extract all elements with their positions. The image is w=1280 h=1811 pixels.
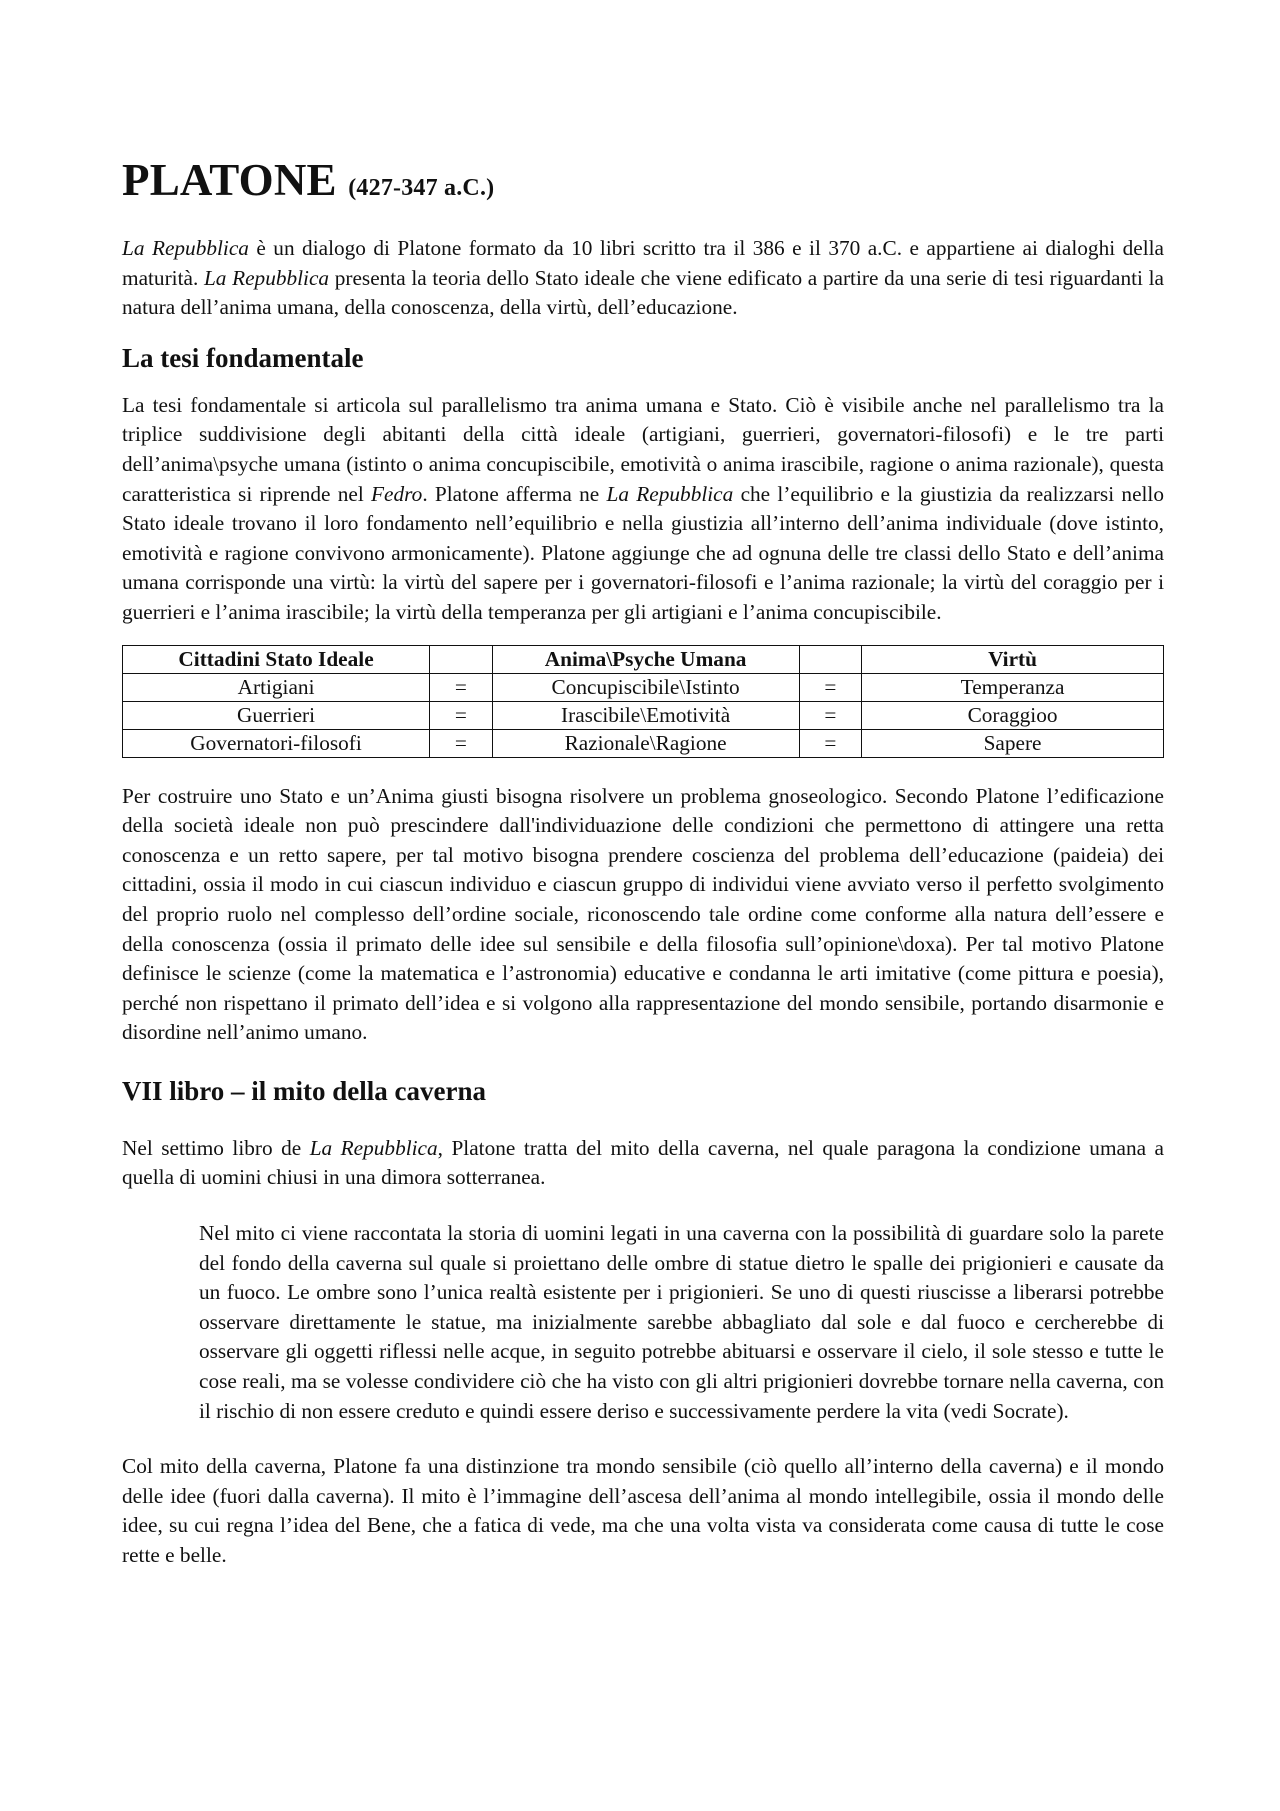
table-cell: = xyxy=(430,673,492,701)
title-main: PLATONE xyxy=(122,155,337,205)
tesi-paragraph xyxy=(122,391,1164,628)
table-cell: Concupiscibile\Istinto xyxy=(492,673,799,701)
intro-text-1: è un dialogo di Platone formato da 10 libri scritto tra il 386 e il 370 a.C. e appartiene ai dialoghi della maturità. xyxy=(122,236,1164,290)
table-cell: Temperanza xyxy=(862,673,1164,701)
table-cell: Razionale\Ragione xyxy=(492,729,799,757)
intro-paragraph xyxy=(122,234,1164,323)
table-header-cell: Anima\Psyche Umana xyxy=(492,645,799,673)
section-heading-caverna: VII libro – il mito della caverna xyxy=(122,1075,486,1106)
table-row xyxy=(123,673,1164,701)
table-cell: = xyxy=(799,729,861,757)
table-cell: Guerrieri xyxy=(123,701,430,729)
page-title xyxy=(122,152,1164,216)
gnoseology-paragraph: Per costruire uno Stato e un’Anima giusti bisogna risolvere un problema gnoseologico. Secondo Platone l’edificazione della società ideale non può prescindere dall'individuazione delle condizioni che permettono di attingere una retta conoscenza e un retto sapere, per tal motivo bisogna prendere coscienza del problema dell’educazione (paideia) dei cittadini, ossia il modo in cui ciascun individuo e ciascun gruppo di individui viene avviato verso il perfetto svolgimento del proprio ruolo nel complesso dell’ordine sociale, riconoscendo tale ordine come conforme alla natura dell’essere e della conoscenza (ossia il primato delle idee sul sensibile e della filosofia sull’opinione\doxa). Per tal motivo Platone definisce le scienze (come la matematica e l’astronomia) educative e condanna le arti imitative (come pittura e poesia), perché non rispettano il primato dell’idea e si volgono alla rappresentazione del mondo sensibile, portando disarmonie e disordine nell’animo umano. xyxy=(122,783,1164,1045)
closing-paragraph: Col mito della caverna, Platone fa una distinzione tra mondo sensibile (ciò quello all’interno della caverna) e il mondo delle idee (fuori dalla caverna). Il mito è l’immagine dell’ascesa dell’anima al mondo intellegibile, ossia il mondo delle idee, su cui regna l’idea del Bene, che a fatica di vede, ma che una volta vista va considerata come causa di tutte le cose rette e belle. xyxy=(122,1454,1164,1567)
intro-em-1: La Repubblica xyxy=(122,236,249,260)
table-cell: = xyxy=(799,673,861,701)
table-header-cell xyxy=(430,645,492,673)
tesi-em-fedro: Fedro xyxy=(371,481,423,506)
table-header-cell: Virtù xyxy=(862,645,1164,673)
table-row xyxy=(123,729,1164,757)
myth-blockquote: Nel mito ci viene raccontata la storia di uomini legati in una caverna con la possibilità di guardare solo la parete del fondo della caverna sul quale si proiettano delle ombre di statue dietro le spalle dei prigionieri e causate da un fuoco. Le ombre sono l’unica realtà esistente per i prigionieri. Se uno di questi riuscisse a liberarsi potrebbe osservare direttamente le statue, ma inizialmente sarebbe abbagliato dal sole e dal fuoco e cercherebbe di osservare gli oggetti riflessi nelle acque, in seguito potrebbe abituarsi e osservare il cielo, il sole stesso e tutte le cose reali, ma se volesse condividere ciò che ha visto con gli altri prigionieri dovrebbe tornare nella caverna, con il rischio di non essere creduto e quindi essere deriso e successivamente perdere la vita (vedi Socrate). xyxy=(199,1221,1164,1423)
table-cell: = xyxy=(430,729,492,757)
title-dates: (427-347 a.C.) xyxy=(348,175,495,201)
section-heading-tesi: La tesi fondamentale xyxy=(122,342,364,373)
table-header-cell: Cittadini Stato Ideale xyxy=(123,645,430,673)
correspondence-table xyxy=(122,645,1164,758)
table-cell: Irascibile\Emotività xyxy=(492,701,799,729)
table-header-cell xyxy=(799,645,861,673)
tesi-text-1: La tesi fondamentale si articola sul parallelismo tra anima umana e Stato. Ciò è visibile anche nel parallelismo tra la triplice suddivisione degli abitanti della città ideale (artigiani, guerrieri, governatori-filosofi) e le tre parti dell’anima\psyche umana (istinto o anima concupiscibile, emotività o anima irascibile, ragione o anima razionale), questa caratteristica si riprende nel xyxy=(122,392,1164,506)
table-cell: Coraggioo xyxy=(862,701,1164,729)
table-header-row xyxy=(123,645,1164,673)
tesi-text-3: che l’equilibrio e la giustizia da realizzarsi nello Stato ideale trovano il loro fondamento nell’equilibrio e nella giustizia all’interno dell’anima individuale (dove istinto, emotività e ragione convivono armonicamente). Platone aggiunge che ad ognuna delle tre classi dello Stato e dell’anima umana corrisponde una virtù: la virtù del sapere per i governatori-filosofi e l’anima razionale; la virtù del coraggio per i guerrieri e l’anima irascibile; la virtù della temperanza per gli artigiani e l’anima concupiscibile. xyxy=(122,481,1164,624)
tesi-text-2: . Platone afferma ne xyxy=(422,481,607,506)
table-cell: Artigiani xyxy=(123,673,430,701)
table-row xyxy=(123,701,1164,729)
caverna-intro-text-1: Nel settimo libro de xyxy=(122,1135,310,1160)
intro-text-2: presenta la teoria dello Stato ideale che viene edificato a partire da una serie di tesi riguardanti la natura dell’anima umana, della conoscenza, della virtù, dell’educazione. xyxy=(122,265,1164,320)
document-content xyxy=(122,152,1164,1571)
table-cell: = xyxy=(799,701,861,729)
table-cell: Governatori-filosofi xyxy=(123,729,430,757)
caverna-intro-text-2: , Platone tratta del mito della caverna, nel quale paragona la condizione umana a quella di uomini chiusi in una dimora sotterranea. xyxy=(122,1135,1164,1190)
caverna-intro-em: La Repubblica xyxy=(309,1135,438,1160)
intro-em-2: La Repubblica xyxy=(203,265,330,290)
table-cell: = xyxy=(430,701,492,729)
caverna-intro-paragraph xyxy=(122,1134,1164,1193)
table-cell: Sapere xyxy=(862,729,1164,757)
tesi-em-repubblica: La Repubblica xyxy=(606,481,734,506)
